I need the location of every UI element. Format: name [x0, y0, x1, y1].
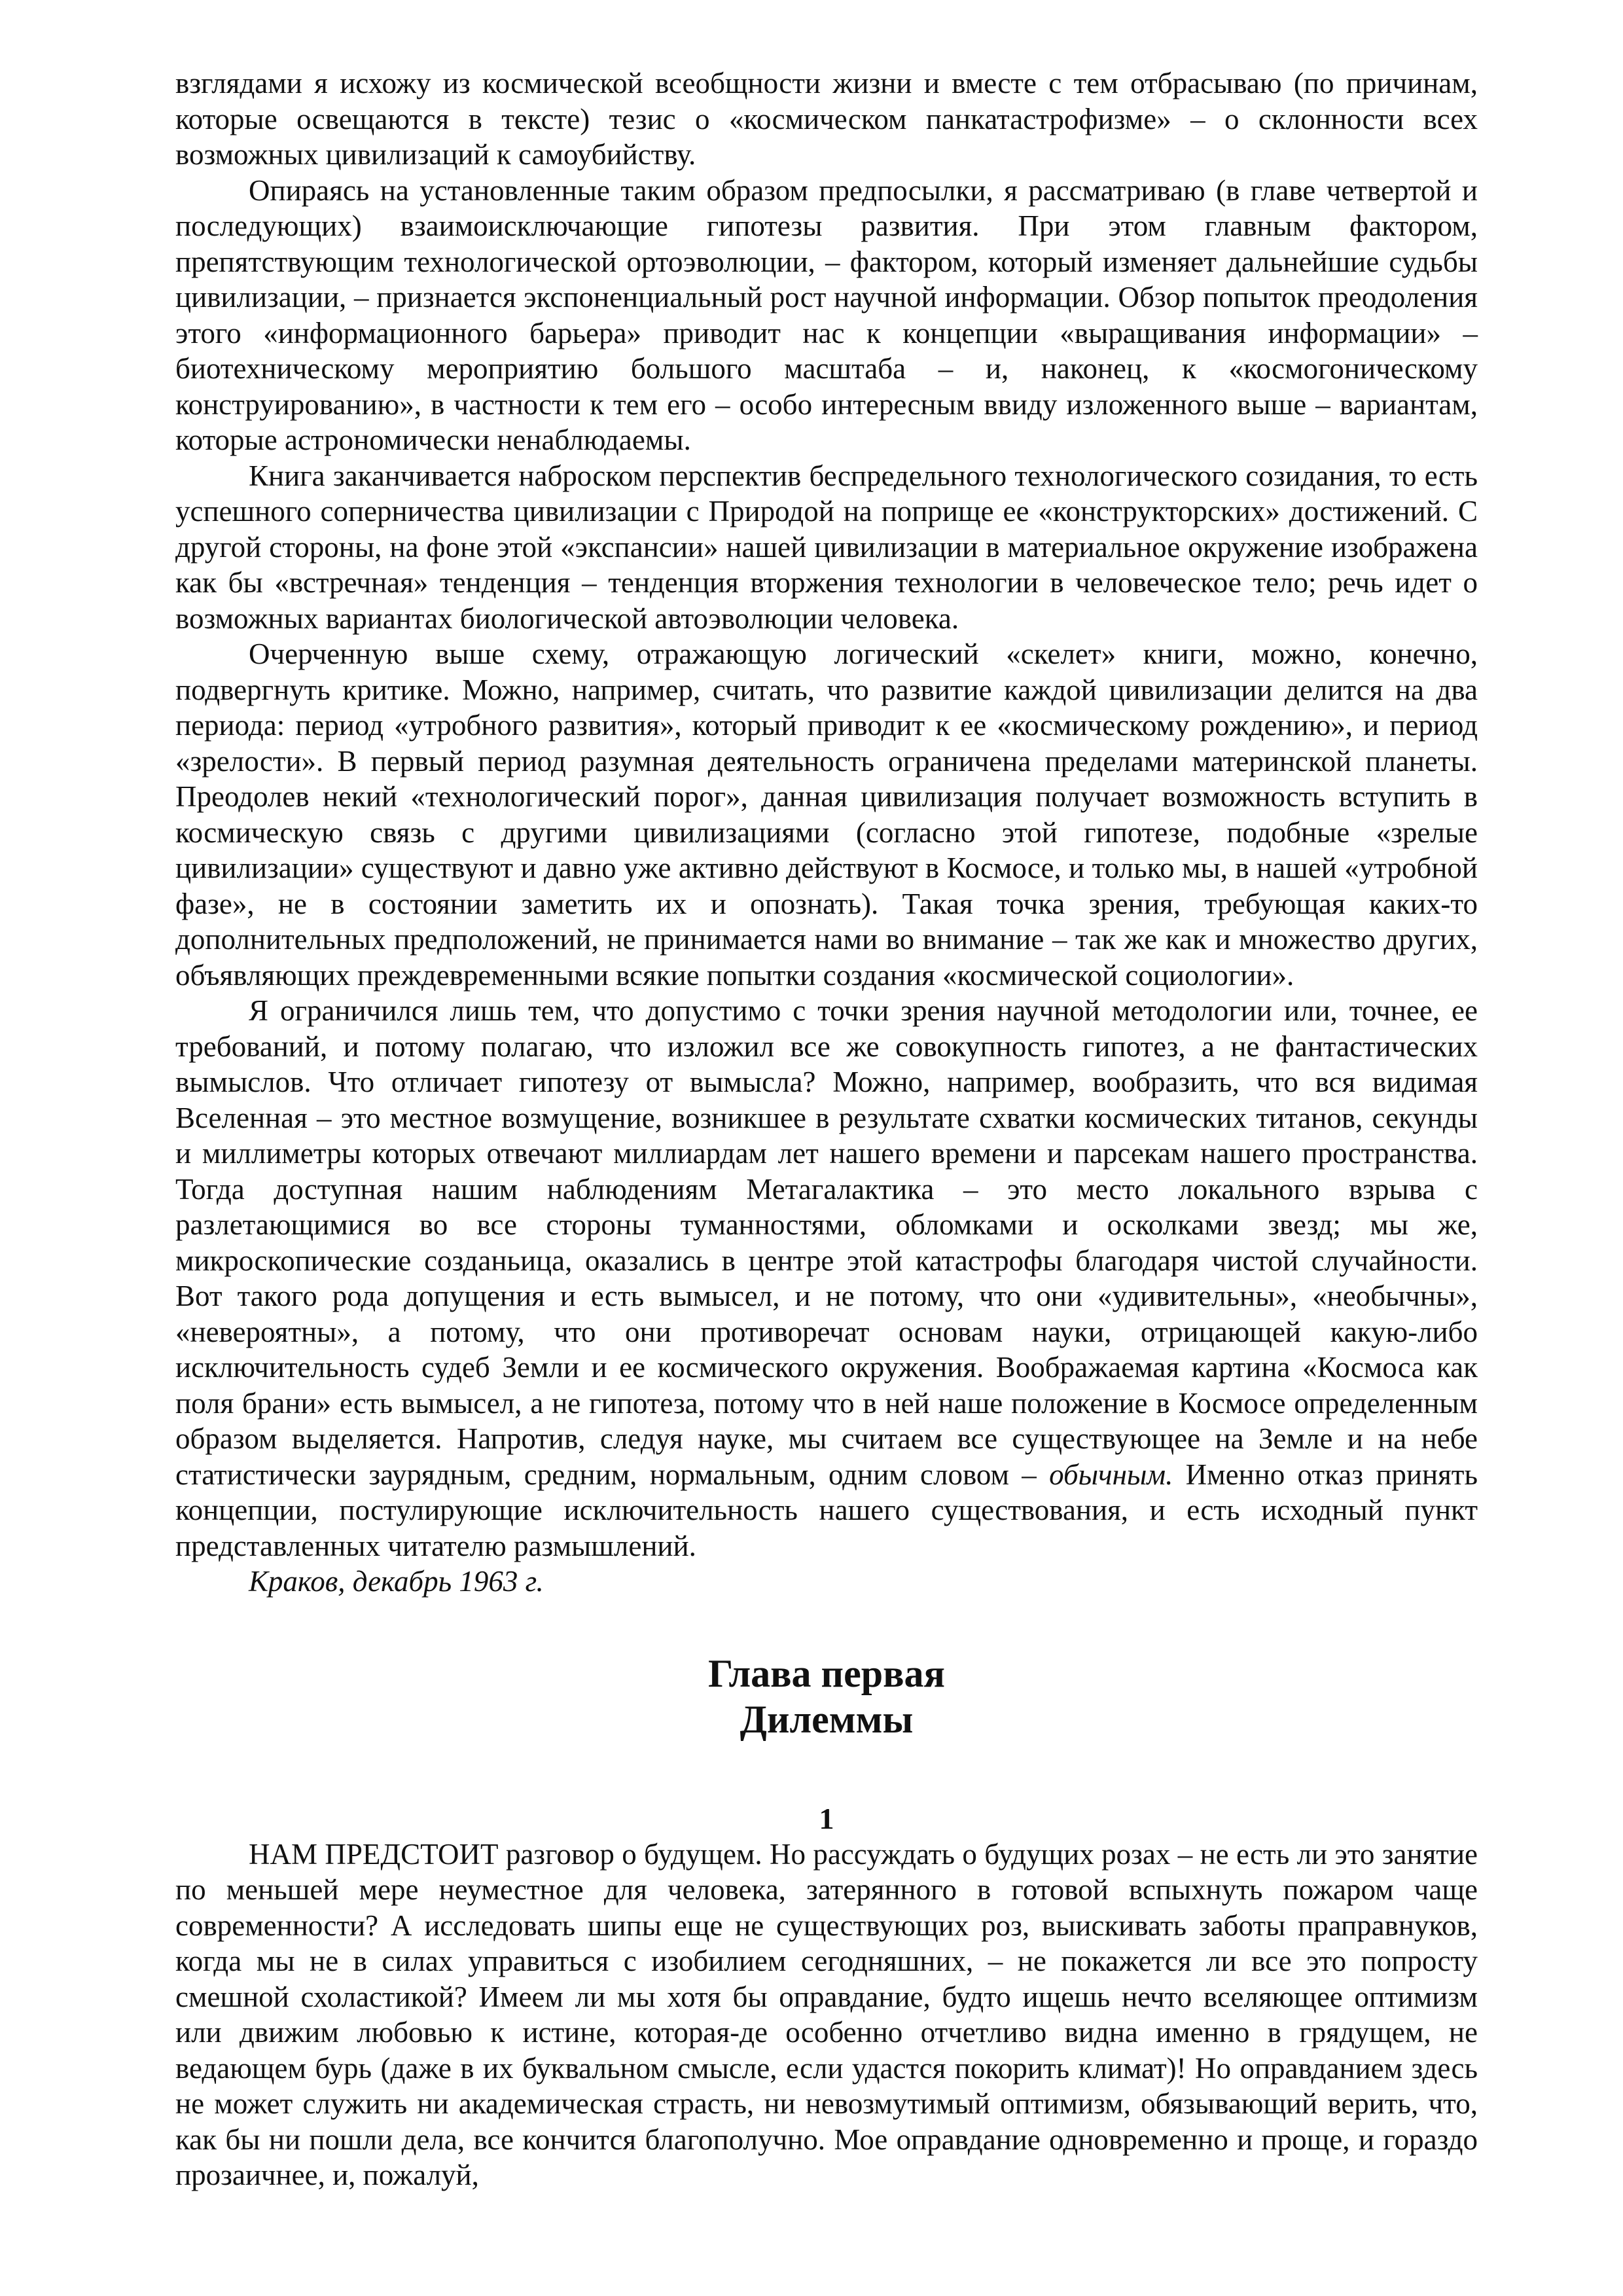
paragraph-text: Именно отказ принять концепции, постулирующие исключительность нашего существования, и есть исходный пункт представленных читателю размышлений.: [175, 1458, 1478, 1562]
document-page: [175, 65, 1478, 2193]
paragraph-preface-1: взглядами я исхожу из космической всеобщности жизни и вместе с тем отбрасываю (по причинам, которые освещаются в тексте) тезис о «космическом панкатастрофизме» – о склонности всех возможных цивилизаций к самоубийству.: [175, 67, 1478, 171]
chapter-title-line-2: Дилеммы: [740, 1697, 914, 1741]
paragraph-preface-3: Книга заканчивается наброском перспектив беспредельного технологического созидания, то есть успешного соперничества цивилизации с Природой на поприще ее «конструкторских» достижений. С другой стороны, на фоне этой «экспансии» нашей цивилизации в материальное окружение изображена как бы «встречная» тенденция – тенденция вторжения технологии в человеческое тело; речь идет о возможных вариантах биологической автоэволюции человека.: [175, 459, 1478, 635]
paragraph-text: Я ограничился лишь тем, что допустимо с точки зрения научной методологии или, точнее, ее требований, и потому полагаю, что изложил все же совокупность гипотез, а не фантастических вымыслов. Что отличает гипотезу от вымысла? Можно, например, вообразить, что вся видимая Вселенная – это местное возмущение, возникшее в результате схватки космических титанов, секунды и миллиметры которых отвечают миллиардам лет нашего времени и парсекам нашего пространства. Тогда доступная нашим наблюдениям Метагалактика – это место локального взрыва с разлетающимися во все стороны туманностями, обломками и осколками звезд; мы же, микроскопические созданьица, оказались в центре этой катастрофы благодаря чистой случайности. Вот такого рода допущения и есть вымысел, и не потому, что они «удивительны», «необычны», «невероятны», а потому, что они противоречат основам науки, отрицающей какую-либо исключительность судеб Земли и ее космического окружения. Воображаемая картина «Космоса как поля брани» есть вымысел, а не гипотеза, потому что в ней наше положение в Космосе определенным образом выделяется. Напротив, следуя науке, мы считаем все существующее на Земле и на небе статистически заурядным, средним, нормальным, одним словом –: [175, 994, 1478, 1491]
chapter-title-line-1: Глава первая: [708, 1651, 945, 1695]
section-number: 1: [819, 1801, 834, 1835]
preface-signature: Краков, декабрь 1963 г.: [249, 1565, 544, 1598]
paragraph-preface-4: Очерченную выше схему, отражающую логический «скелет» книги, можно, конечно, подвергнуть критике. Можно, например, считать, что развитие каждой цивилизации делится на два периода: период «утробного развития», который приводит к ее «космическому рождению», и период «зрелости». В первый период разумная деятельность ограничена пределами материнской планеты. Преодолев некий «технологический порог», данная цивилизация получает возможность вступить в космическую связь с другими цивилизациями (согласно этой гипотезе, подобные «зрелые цивилизации» существуют и давно уже активно действуют в Космосе, и только мы, в нашей «утробной фазе», не в состоянии заметить их и опознать). Такая точка зрения, требующая каких-то дополнительных предположений, не принимается нами во внимание – так же как и множество других, объявляющих преждевременными всякие попытки создания «космической социологии».: [175, 637, 1478, 992]
paragraph-chapter-1: НАМ ПРЕДСТОИТ разговор о будущем. Но рассуждать о будущих розах – не есть ли это занятие по меньшей мере неуместное для человека, затерянного в готовой вспыхнуть пожаром чаще современности? А исследовать шипы еще не существующих роз, выискивать заботы праправнуков, когда мы не в силах управиться с изобилием сегодняшних, – не покажется ли все это попросту смешной схоластикой? Имеем ли мы хотя бы оправдание, будто ищешь нечто вселяющее оптимизм или движим любовью к истине, которая-де особенно отчетливо видна именно в грядущем, не ведающем бурь (даже в их буквальном смысле, если удастся покорить климат)! Но оправданием здесь не может служить ни академическая страсть, ни невозмутимый оптимизм, обязывающий верить, что, как бы ни пошли дела, все кончится благополучно. Мое оправдание одновременно и проще, и гораздо прозаичнее, и, пожалуй,: [175, 1837, 1478, 2191]
emphasis-word: обычным.: [1049, 1458, 1173, 1491]
paragraph-preface-5: [175, 993, 1478, 1564]
chapter-heading: [175, 1651, 1478, 1742]
paragraph-preface-2: Опираясь на установленные таким образом предпосылки, я рассматриваю (в главе четвертой и последующих) взаимоисключающие гипотезы развития. При этом главным фактором, препятствующим технологической ортоэволюции, – фактором, который изменяет дальнейшие судьбы цивилизации, – признается экспоненциальный рост научной информации. Обзор попыток преодоления этого «информационного барьера» приводит нас к концепции «выращивания информации» – биотехническому мероприятию большого масштаба – и, наконец, к «космогоническому конструированию», в частности к тем его – особо интересным ввиду изложенного выше – вариантам, которые астрономически ненаблюдаемы.: [175, 173, 1478, 456]
